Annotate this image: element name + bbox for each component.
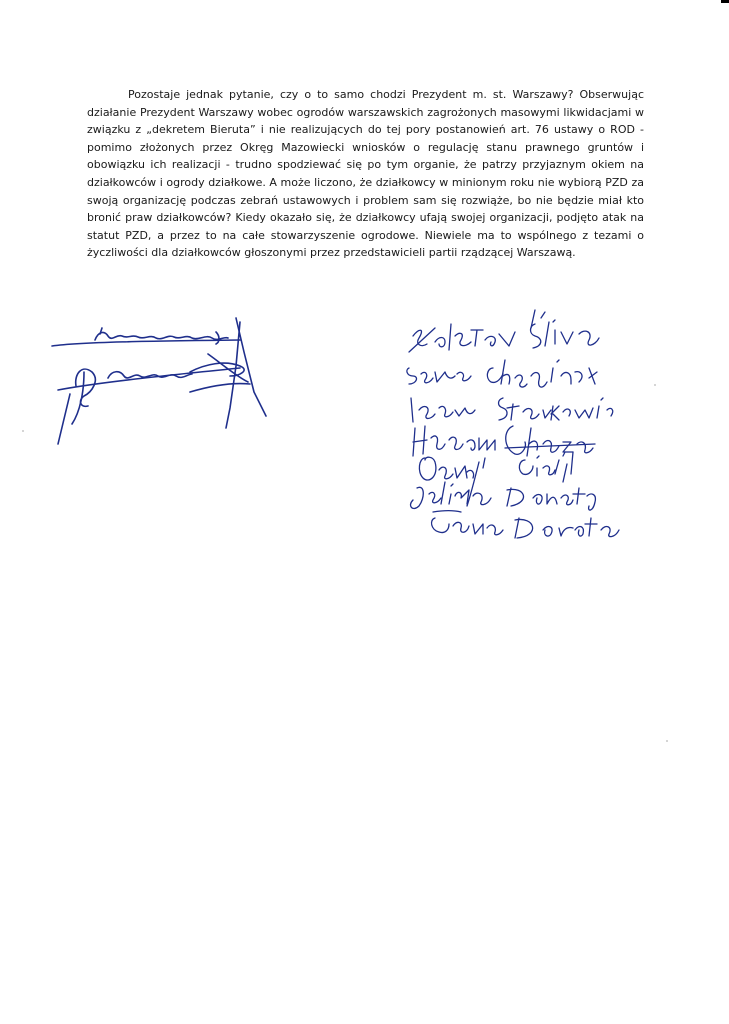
- left-signature: [40, 312, 290, 447]
- page-corner-mark: [721, 0, 729, 3]
- scan-speck: [654, 384, 656, 386]
- scan-speck: [22, 430, 24, 432]
- body-paragraph: Pozostaje jednak pytanie, czy o to samo chodzi Prezydent m. st. Warszawy? Obserwując działanie Prezydent Warszawy wobec ogrodów warszawskich zagrożonych masowymi likwidacjami w związku z „dekretem Bieruta” i nie realizujących do tej pory postanowień art. 76 ustawy o ROD - pomimo złożonych przez Okręg Mazowiecki wniosków o regulację stanu prawnego gruntów i obowiązku ich realizacji - trudno spodziewać się po tym organie, że patrzy przyjaznym okiem na działkowców i ogrody działkowe. A może liczono, że działkowcy w minionym roku nie wybiorą PZD za swoją organizację podczas zebrań ustawowych i problem sam się rozwiąże, bo nie będzie miał kto bronić praw działkowców? Kiedy okazało się, że działkowcy ufają swojej organizacji, podjęto atak na statut PZD, a przez to na całe stowarzyszenie ogrodowe. Niewiele ma to wspólnego z tezami o życzliwości dla działkowców głoszonymi przez przedstawicieli partii rządzącej Warszawą.: [87, 88, 644, 260]
- right-signatures: [395, 298, 635, 548]
- scan-speck: [666, 740, 668, 742]
